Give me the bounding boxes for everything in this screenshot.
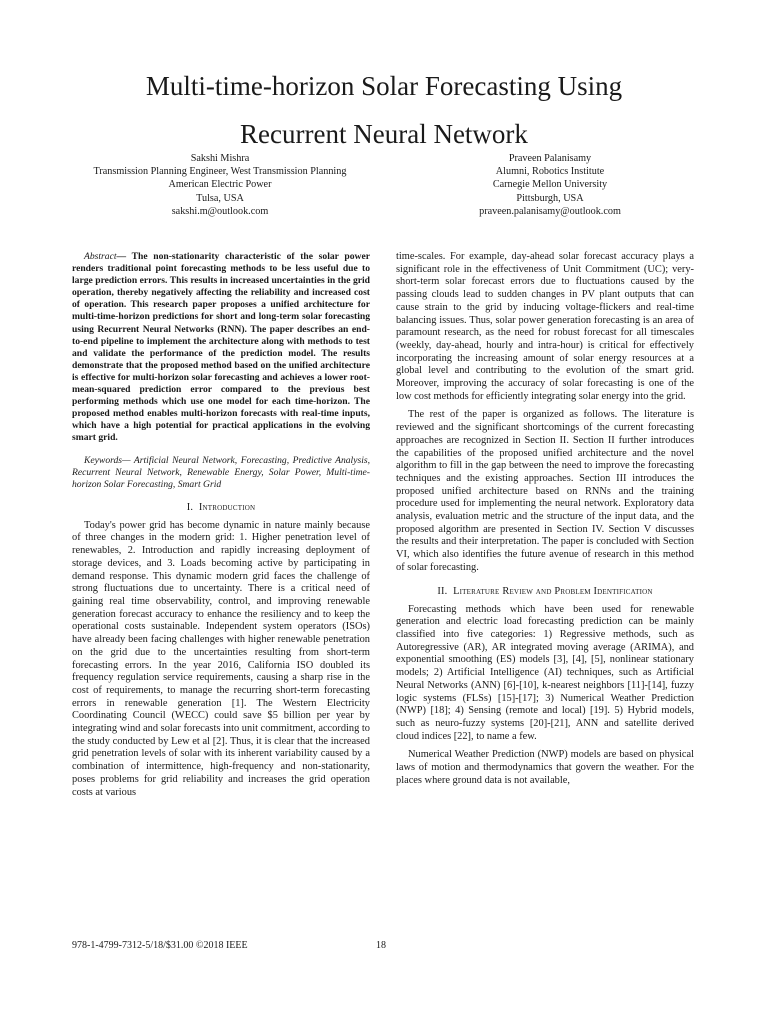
author-organization: American Electric Power (168, 179, 272, 191)
abstract (72, 251, 370, 445)
title-line-2: Recurrent Neural Network (240, 119, 528, 149)
author-2 (400, 152, 700, 218)
author-email: sakshi.m@outlook.com (171, 205, 269, 217)
author-1 (70, 152, 370, 218)
author-organization: Carnegie Mellon University (492, 179, 608, 191)
right-column (396, 251, 694, 787)
paragraph: time-scales. For example, day-ahead solar forecast accuracy plays a significant role in the effectiveness of Unit Commitment (UC); very-short-term solar forecast errors due to fluctuations caused by the passing clouds lead to sudden changes in PV plant outputs that can cause strain to the grid by inducing voltage-flickers and real-time balancing issues. Thus, solar power generation forecasting is an area of paramount research, as the need for robust forecast for all timescales (weekly, day-ahead, hourly and intra-hour) is critical for effectively incorporating the increasing amount of solar energy resources at a global level and contributing to the evolution of the smart grid. Moreover, improving the accuracy of solar forecasting is one of the low cost methods for efficiently integrating solar energy into the grid. (396, 251, 694, 402)
author-location: Tulsa, USA (196, 192, 244, 204)
page-number: 18 (376, 940, 386, 951)
section-number: II. (437, 585, 448, 597)
author-email: praveen.palanisamy@outlook.com (479, 205, 621, 217)
paragraph: Today's power grid has become dynamic in nature mainly because of three changes in the modern grid: 1. Higher penetration level of renewables, 2. Introduction and rapidly increasing deployment of storage devices, and 3. Loads becoming active by participating in demand response. This dynamic modern grid faces the challenge of strong fluctuations due to uncertainty. There is a critical need of gaining real time observability, control, and improving renewable generation forecast accuracy to enhance the resiliency and to keep the operational costs sustainable. Independent system operators (ISOs) have already been facing challenges with higher renewable penetration on the grid due to the uncertainties resulting from short-term forecasting errors. In the year 2016, California ISO doubled its frequency regulation service requirements, causing a sharp rise in the cost of requirements, to manage the recurring short-term forecasting errors in renewable generation [1]. The Western Electricity Coordinating Council (WECC) could save $5 billion per year by integrating wind and solar forecasts into unit commitment, according to the study conducted by Lew et al [2]. Thus, it is clear that the increased grid penetration levels of solar with its inherent variability caused by a combination of intermittence, high-frequency and non-stationarity, poses problems for grid reliability and increases the grid operation costs at various (72, 519, 370, 798)
paper-title (90, 62, 678, 158)
keywords-label: Keywords (84, 454, 123, 466)
author-block (70, 152, 698, 224)
section-title: Literature Review and Problem Identification (453, 585, 653, 597)
abstract-label: Abstract (84, 251, 117, 262)
section-heading-literature-review (396, 585, 694, 598)
keywords (72, 455, 370, 491)
author-affiliation: Transmission Planning Engineer, West Transmission Planning (93, 166, 347, 178)
author-location: Pittsburgh, USA (516, 192, 584, 204)
section-heading-introduction (72, 501, 370, 514)
title-line-1: Multi-time-horizon Solar Forecasting Using (145, 71, 623, 101)
paragraph: Forecasting methods which have been used for renewable generation and electric load forecasting prediction can be mainly classified into five categories: 1) Regressive methods, such as Autoregressive (AR), AR integrated moving average (ARIMA), and exponential smoothing (ES) models [3], [4], [5], nonlinear stationary models; 2) Artificial Intelligence (AI) techniques, such as Artificial Neural Networks (ANN) [6]-[10], k-nearest neighbors [11]-[14], fuzzy logic systems (FLSs) [15]-[17]; 3) Numerical Weather Prediction (NWP) [18]; 4) Sensing (remote and local) [19]. 5) Hybrid models, such as neuro-fuzzy systems [20]-[21], ANN and satellite derived cloud indices [22], to name a few. (396, 603, 694, 742)
author-affiliation: Alumni, Robotics Institute (495, 166, 605, 178)
section-number: I. (186, 501, 194, 513)
author-name: Praveen Palanisamy (508, 153, 592, 164)
paragraph: Numerical Weather Prediction (NWP) models are based on physical laws of motion and thermodynamics that govern the weather. For the places where ground data is not available, (396, 749, 694, 786)
abstract-text: — The non-stationarity characteristic of the solar power renders traditional point forecasting methods to be less useful due to large prediction errors. This results in increased uncertainties in the grid operation, thereby negatively affecting the reliability and increased cost of operation. This research paper proposes a unified architecture for multi-time-horizon predictions for short and long-term solar forecasting using Recurrent Neural Networks (RNN). The paper describes an end-to-end pipeline to implement the architecture along with methods to test and validate the performance of the prediction model. The results demonstrate that the proposed method based on the unified architecture is effective for multi-horizon solar forecasting and achieves a lower root-mean-squared prediction error compared to the previous best performing methods which use one model for each time-horizon. The proposed method enables multi-horizon forecasts with real-time inputs, which have a high potential for practical applications in the evolving smart grid. (72, 251, 370, 444)
section-title: Introduction (198, 501, 256, 513)
keywords-text: — Artificial Neural Network, Forecasting, Predictive Analysis, Recurrent Neural Network, Renewable Energy, Solar Power, Multi-time-horizon Solar Forecasting, Smart Grid (72, 454, 370, 490)
paragraph: The rest of the paper is organized as follows. The literature is reviewed and the significant shortcomings of the current forecasting approaches are recognized in Section II. Section II further introduces the capabilities of the proposed unified architecture and the novel algorithm to fill in the gap between the need to improve the forecasting techniques and the existing approaches. Section III introduces the proposed unified architecture based on RNNs and the training procedure used for implementing the neural network. Exploratory data analysis, evaluation metric and the structure of the input data, and the proposed algorithm are presented in Section IV. Section V discusses the results and their interpretation. The paper is concluded with Section VI, which also identifies the future avenue of research in this method of solar forecasting. (396, 409, 694, 573)
left-column (72, 251, 370, 799)
author-name: Sakshi Mishra (190, 153, 250, 164)
footer-copyright: 978-1-4799-7312-5/18/$31.00 ©2018 IEEE (72, 940, 248, 951)
